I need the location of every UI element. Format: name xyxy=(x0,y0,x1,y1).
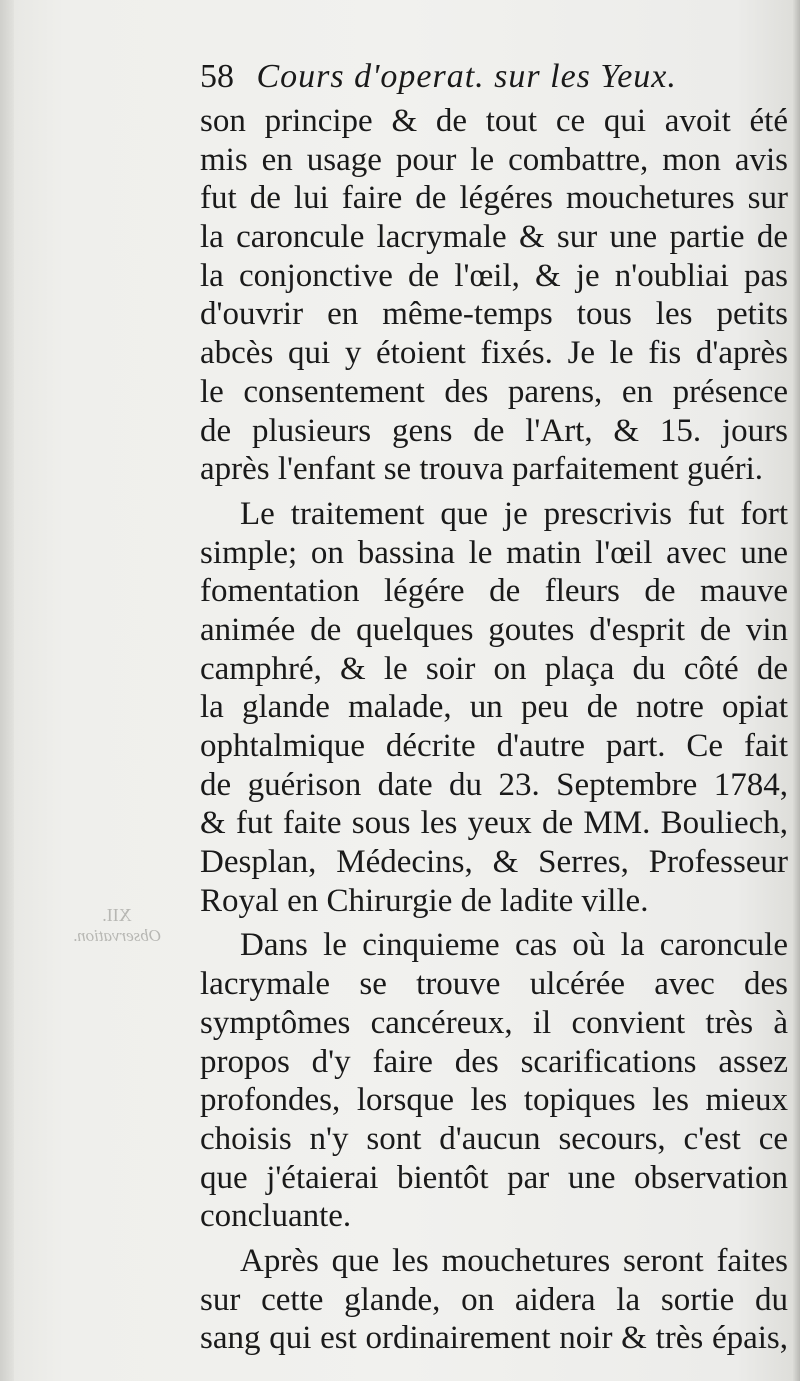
text-line: animée de quelques goutes d'esprit de vin xyxy=(200,611,788,648)
text-line: abcès qui y étoient fixés. Je le fis d'après xyxy=(200,335,788,372)
body-text xyxy=(200,102,788,1358)
text-line: sang qui est ordinairement noir & très épais, xyxy=(200,1320,788,1357)
text-line: propos d'y faire des scarifications assez xyxy=(200,1043,788,1080)
text-line: symptômes cancéreux, il convient très à xyxy=(200,1004,788,1041)
text-line: ophtalmique décrite d'autre part. Ce fait xyxy=(200,728,788,764)
text-line: simple; on bassina le matin l'œil avec une xyxy=(200,534,788,571)
text-line: après l'enfant se trouva parfaitement guéri. xyxy=(200,451,764,488)
page-number: 58 xyxy=(200,58,234,95)
running-head: Cours d'operat. sur les Yeux. xyxy=(256,58,677,95)
text-line: Le traitement que je prescrivis fut fort xyxy=(240,495,788,532)
margin-note-number: XII. xyxy=(102,905,132,925)
text-line: concluante. xyxy=(200,1198,352,1235)
text-line: fut de lui faire de légéres mouchetures sur xyxy=(200,180,788,217)
margin-note-label: Observation. xyxy=(72,926,162,945)
text-line: son principe & de tout ce qui avoit été xyxy=(200,103,788,139)
text-line: sur cette glande, on aidera la sortie du xyxy=(200,1281,788,1318)
text-line: de guérison date du 23. Septembre 1784, xyxy=(200,766,788,803)
page-header xyxy=(200,52,780,102)
text-line: que j'étaierai bientôt par une observation xyxy=(200,1159,788,1196)
text-line: Après que les mouchetures seront faites xyxy=(240,1242,788,1279)
text-line: la glande malade, un peu de notre opiat xyxy=(200,689,788,726)
text-line: la caroncule lacrymale & sur une partie de xyxy=(200,219,788,256)
text-line: le consentement des parens, en présence xyxy=(200,373,788,410)
text-line: d'ouvrir en même-temps tous les petits xyxy=(200,296,788,333)
page-edge-shadow xyxy=(792,0,800,1381)
text-line: choisis n'y sont d'aucun secours, c'est ce xyxy=(200,1120,788,1157)
text-line: la conjonctive de l'œil, & je n'oubliai pas xyxy=(200,257,788,294)
text-line: Royal en Chirurgie de ladite ville. xyxy=(200,882,649,919)
margin-note xyxy=(52,905,182,946)
text-line: & fut faite sous les yeux de MM. Bouliech, xyxy=(200,805,788,842)
text-line: camphré, & le soir on plaça du côté de xyxy=(200,650,788,687)
text-line: Desplan, Médecins, & Serres, Professeur xyxy=(200,844,788,881)
text-line: mis en usage pour le combattre, mon avis xyxy=(200,141,788,178)
text-line: fomentation légére de fleurs de mauve xyxy=(200,573,788,610)
text-line: Dans le cinquieme cas où la caroncule xyxy=(240,927,788,964)
page-gutter-shadow xyxy=(0,0,14,1381)
text-line: lacrymale se trouve ulcérée avec des xyxy=(200,966,788,1003)
text-line: de plusieurs gens de l'Art, & 15. jours xyxy=(200,412,788,449)
text-line: profondes, lorsque les topiques les mieux xyxy=(200,1082,788,1119)
